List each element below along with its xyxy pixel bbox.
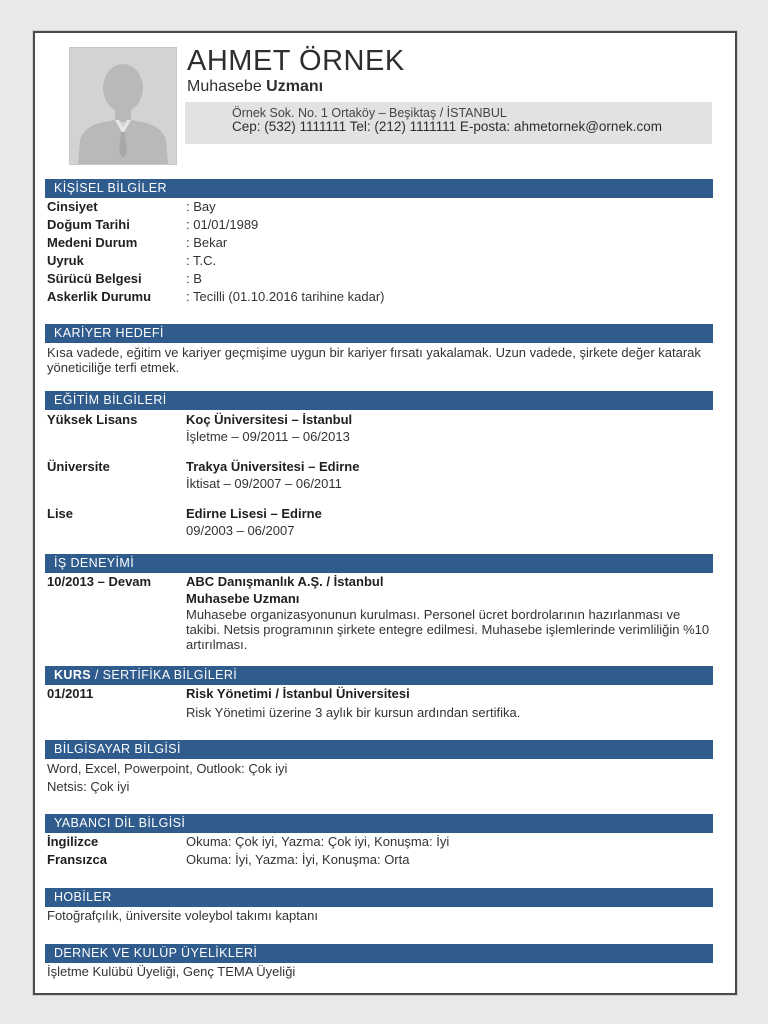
language-name: İngilizce — [47, 834, 99, 849]
company-name: ABC Danışmanlık A.Ş. / İstanbul — [186, 574, 384, 589]
person-silhouette-icon — [70, 48, 176, 164]
section-heading-personal: KİŞİSEL BİLGİLER — [45, 179, 713, 198]
language-level: Okuma: İyi, Yazma: İyi, Konuşma: Orta — [186, 852, 410, 867]
personal-value: : Bay — [186, 199, 216, 214]
personal-label: Uyruk — [47, 253, 84, 268]
computer-skill-line: Word, Excel, Powerpoint, Outlook: Çok iyi — [47, 761, 288, 776]
phone-email-line: Cep: (532) 1111111 Tel: (212) 1111111 E-posta: ahmetornek@ornek.com — [232, 119, 662, 134]
personal-label: Cinsiyet — [47, 199, 98, 214]
memberships-text: İşletme Kulübü Üyeliği, Genç TEMA Üyeliği — [47, 964, 296, 979]
course-title: Risk Yönetimi / İstanbul Üniversitesi — [186, 686, 410, 701]
section-heading-memberships: DERNEK VE KULÜP ÜYELİKLERİ — [45, 944, 713, 963]
job-title-prefix: Muhasebe — [187, 78, 267, 95]
experience-details — [186, 573, 711, 652]
personal-value: : Bekar — [186, 235, 228, 250]
personal-value: : 01/01/1989 — [186, 217, 259, 232]
language-name: Fransızca — [47, 852, 107, 867]
section-heading-career: KARİYER HEDEFİ — [45, 324, 713, 343]
section-heading-courses — [45, 666, 713, 685]
job-title-bold: Uzmanı — [266, 78, 324, 95]
education-details — [186, 505, 322, 539]
education-level: Lise — [47, 506, 74, 521]
section-heading-hobbies: HOBİLER — [45, 888, 713, 907]
school-detail: İşletme – 09/2011 – 06/2013 — [186, 429, 350, 444]
education-level: Yüksek Lisans — [47, 412, 138, 427]
person-name: AHMET ÖRNEK — [187, 45, 405, 77]
job-title — [187, 77, 323, 97]
job-description: Muhasebe organizasyonunun kurulması. Personel ücret bordrolarının hazırlanması ve takibi. Netsis programının şirkete entegre edilmesi. Muhasebe işlemlerinde verimliliğin %10 artırılması. — [186, 607, 710, 652]
school-name: Trakya Üniversitesi – Edirne — [186, 459, 360, 474]
education-details — [186, 411, 352, 445]
computer-skill-line: Netsis: Çok iyi — [47, 779, 130, 794]
address-line: Örnek Sok. No. 1 Ortaköy – Beşiktaş / İSTANBUL — [232, 106, 507, 120]
section-heading-experience: İŞ DENEYİMİ — [45, 554, 713, 573]
course-details — [186, 685, 520, 721]
personal-value: : B — [186, 271, 202, 286]
course-date: 01/2011 — [47, 686, 94, 701]
hobbies-text: Fotoğrafçılık, üniversite voleybol takımı kaptanı — [47, 908, 318, 923]
job-role: Muhasebe Uzmanı — [186, 591, 300, 606]
computer-skills — [47, 760, 713, 796]
profile-photo-placeholder — [69, 47, 177, 165]
personal-value: : Tecilli (01.10.2016 tarihine kadar) — [186, 289, 385, 304]
personal-value: : T.C. — [186, 253, 217, 268]
section-heading-languages: YABANCI DİL BİLGİSİ — [45, 814, 713, 833]
school-name: Koç Üniversitesi – İstanbul — [186, 412, 353, 427]
school-detail: İktisat – 09/2007 – 06/2011 — [186, 476, 342, 491]
language-level: Okuma: Çok iyi, Yazma: Çok iyi, Konuşma: İyi — [186, 834, 450, 849]
education-level: Üniversite — [47, 459, 110, 474]
courses-heading-bold: KURS — [54, 668, 92, 682]
section-heading-computer: BİLGİSAYAR BİLGİSİ — [45, 740, 713, 759]
cv-page — [33, 31, 737, 995]
experience-date: 10/2013 – Devam — [47, 574, 152, 589]
personal-label: Askerlik Durumu — [47, 289, 152, 304]
career-objective-text: Kısa vadede, eğitim ve kariyer geçmişime uygun bir kariyer fırsatı yakalamak. Uzun vadede, şirkete değer katarak yöneticiliğe terfi etmek. — [47, 345, 701, 375]
school-name: Edirne Lisesi – Edirne — [186, 506, 322, 521]
contact-box — [185, 102, 712, 144]
school-detail: 09/2003 – 06/2007 — [186, 523, 295, 538]
education-details — [186, 458, 359, 492]
courses-heading-rest: / SERTİFİKA BİLGİLERİ — [91, 668, 238, 682]
section-heading-education: EĞİTİM BİLGİLERİ — [45, 391, 713, 410]
personal-label: Medeni Durum — [47, 235, 138, 250]
personal-label: Doğum Tarihi — [47, 217, 130, 232]
personal-label: Sürücü Belgesi — [47, 271, 142, 286]
course-description: Risk Yönetimi üzerine 3 aylık bir kursun ardından sertifika. — [186, 705, 521, 720]
